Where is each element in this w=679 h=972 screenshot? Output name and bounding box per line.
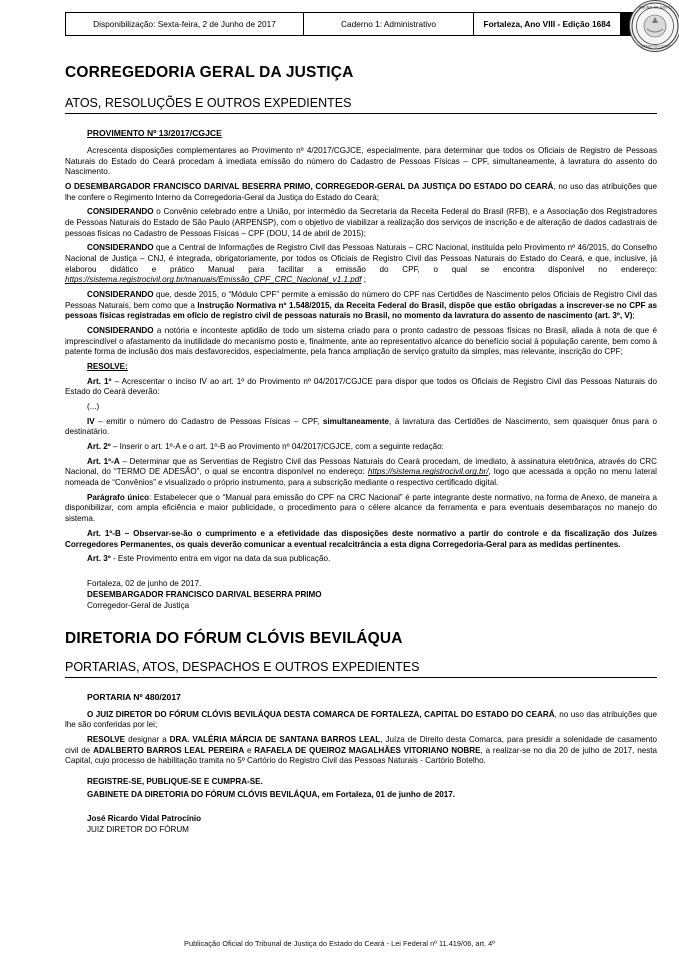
art2-head: Art. 2º <box>87 442 111 452</box>
document-page <box>0 5 679 972</box>
art1a-text-b: , logo que acessada a opção no menu lateral nomeada de “Convênios” e visualizado o próprio instrumento, para a subscrição mediante o respectivo certificado digital. <box>65 467 657 488</box>
portaria-bride-name: RAFAELA DE QUEIROZ MAGALHÃES VITORIANO NOBRE <box>254 745 481 755</box>
official-seal-icon <box>629 0 679 52</box>
provimento-paragraph-1: Acrescenta disposições complementares ao Provimento nº 4/2017/CGJCE, especialmente, para determinar que todos os Oficiais de Registro de Pessoas Naturais do Estado do Ceará procedam à imediata emissão do número do Cadastro de Pessoas Físicas – CPF, simultaneamente, à lavratura do assento do Nascimento. <box>65 146 657 177</box>
art1-inciso-iv-label: IV <box>87 416 95 426</box>
page-footer: Publicação Oficial do Tribunal de Justiça do Estado do Ceará - Lei Federal nº 11.419/06, art. 4º <box>184 939 495 948</box>
instrucao-normativa-text: Instrução Normativa nº 1.548/2015, da Receita Federal do Brasil, dispõe que estão obrigadas a inscrever-se no CPF as pessoas físicas registradas em ofício de registro civil de pessoas naturais no Brasil, no momento da lavratura do assento de nascimento (art. 3º, V) <box>65 300 658 321</box>
portaria-p2-c: , Juíza de Direito desta Comarca, para presidir a solenidade de casamento civil de <box>65 734 658 755</box>
page-header <box>65 5 674 49</box>
portaria-designated-judge: DRA. VALÉRIA MÁRCIA DE SANTANA BARROS LEAL <box>169 734 381 744</box>
portaria-p2-d: e <box>244 745 255 755</box>
considerando-label-1: CONSIDERANDO <box>87 207 154 217</box>
portaria-resolve-label: RESOLVE <box>87 734 126 744</box>
art1a-text-a: – Determinar que as Serventias de Registro Civil das Pessoas Naturais do Ceará procedam, de imediato, à assinatura eletrônica, através do CRC Nacional, do “TERMO DE ADESÃO”, o qual se encontra disponível no endereço: <box>65 456 657 477</box>
art2-text: – Inserir o art. 1º-A e o art. 1º-B ao Provimento nº 04/2017/CGJCE, com a seguinte redação: <box>110 442 444 452</box>
considerando-label-4: CONSIDERANDO <box>87 326 154 336</box>
portaria-p2-e: , a realizar-se no dia 20 de julho de 2017, nesta Capital, cujo processo de habilitação tramita no 5º Cartório do Registro Civil das Pessoas Naturais - Cartório Botelho. <box>65 745 657 766</box>
diretoria-subtitle: PORTARIAS, ATOS, DESPACHOS E OUTROS EXPEDIENTES <box>65 660 657 678</box>
considerando-text-3a: que, desde 2015, o “Módulo CPF” permite a emissão do número do CPF nas Certidões de Nascimento pelos Oficiais de Registro Civil das Pessoas Naturais, bem como que a <box>65 290 657 310</box>
art1-inciso-iv-text-b: , à lavratura das Certidões de Nascimento, sem quaisquer ônus para o destinatário. <box>65 416 657 437</box>
provimento-desembargador-name: O DESEMBARGADOR FRANCISCO DARIVAL BESERRA PRIMO, CORREGEDOR-GERAL DA JUSTIÇA DO ESTADO DO CEARÁ <box>65 182 554 192</box>
portaria-title: PORTARIA Nº 480/2017 <box>87 691 181 702</box>
header-availability: Disponibilização: Sexta-feira, 2 de Junho de 2017 <box>66 13 304 35</box>
art1b-text: – Observar-se-ão o cumprimento e a efetividade das disposições deste normativo a partir do controle e da fiscalização dos Juízes Corregedores Permanentes, os quais deverão comunicar a eventual recalcitrância a esta digna Corregedoria-Geral para as medidas pertinentes. <box>65 528 657 549</box>
considerando-label-2: CONSIDERANDO <box>87 243 154 253</box>
portaria-groom-name: ADALBERTO BARROS LEAL PEREIRA <box>93 745 245 755</box>
diretoria-signature-block <box>87 814 657 836</box>
art1a-head: Art. 1º-A <box>87 456 120 466</box>
diretoria-sign-name: José Ricardo Vidal Patrocínio <box>87 814 202 824</box>
art1-inciso-iv-emphasis: simultaneamente <box>322 416 390 426</box>
considerando-text-3b: ; <box>632 311 635 321</box>
considerando-label-3: CONSIDERANDO <box>87 290 154 300</box>
art3-text: - Este Provimento entra em vigor na data da sua publicação. <box>110 554 331 564</box>
corregedoria-signature-block <box>87 579 657 612</box>
provimento-title: PROVIMENTO Nº 13/2017/CGJCE <box>87 128 222 138</box>
considerando-text-2-tail: ; <box>361 275 366 285</box>
header-caderno: Caderno 1: Administrativo <box>304 13 474 35</box>
art1-text: – Acrescentar o inciso IV ao art. 1º do Provimento nº 04/2017/CGJCE para dispor que todos os Oficiais de Registro Civil das Pessoas Naturais do Estado do Ceará deverão: <box>65 376 657 397</box>
provimento-paragraph-2-rest: , no uso das atribuições que lhe confere o Regimento Interno da Corregedoria-Geral da Justiça do Estado do Ceará; <box>65 182 657 202</box>
resolve-label: RESOLVE: <box>87 362 128 372</box>
art1-ellipsis: (...) <box>87 402 100 412</box>
diretoria-title: DIRETORIA DO FÓRUM CLÓVIS BEVILÁQUA <box>65 629 403 647</box>
corregedoria-sign-name: DESEMBARGADOR FRANCISCO DARIVAL BESERRA PRIMO <box>87 589 322 599</box>
svg-text:TRIBUNAL DE JUSTIÇA: TRIBUNAL DE JUSTIÇA <box>636 5 674 10</box>
portaria-p2-b: designar a <box>125 734 170 744</box>
considerando-text-2: que a Central de Informações de Registro Civil das Pessoas Naturais – CRC Nacional, instituída pelo Provimento nº 46/2015, do Conselho Nacional de Justiça – CNJ, é integrada, obrigatoriamente, por todos os Oficiais de Registro Civil das Pessoas Naturais do Estado do Ceará, e que, inclusive, já elaborou didático e prático Manual para facilitar a emissão do CPF, o qual se encontra disponível no endereço: <box>65 243 657 274</box>
corregedoria-subtitle: ATOS, RESOLUÇÕES E OUTROS EXPEDIENTES <box>65 96 657 114</box>
art1-head: Art. 1º <box>87 376 112 386</box>
header-edition: Fortaleza, Ano VIII - Edição 1684 <box>483 19 611 29</box>
art3-head: Art. 3º <box>87 554 111 564</box>
considerando-text-1: o Convênio celebrado entre a União, por intermédio da Secretaria da Receita Federal do Brasil (RFB), e a Associação dos Registradores de Pessoas Naturais do Estado de São Paulo (ARPENSP), com o objetivo de viabilizar a realização dos serviços de inscrição e de alteração de dados cadastrais de pessoas físicas no Cadastro de Pessoas Físicas – CPF (DOU, 14 de abril de 2015); <box>65 207 657 238</box>
diretoria-sign-role: JUIZ DIRETOR DO FÓRUM <box>87 825 189 835</box>
document-content <box>65 38 657 836</box>
registrocivil-link[interactable]: https://sistema.registrocivil.org.br/ <box>367 467 489 477</box>
art1-inciso-iv-text-a: – emitir o número do Cadastro de Pessoas Físicas – CPF, <box>94 416 323 426</box>
portaria-registre-se: REGISTRE-SE, PUBLIQUE-SE E CUMPRA-SE. <box>87 776 263 786</box>
svg-text:ESTADO DO CEARÁ: ESTADO DO CEARÁ <box>639 44 671 49</box>
considerando-text-4: a notória e inconteste aptidão de todo um sistema criado para o pronto cadastro de pessoas físicas no Brasil, aliada à nota de que é imprescindível o afastamento da inutilidade do mecanismo posto e, finalmente, ante ao representativo alcance do benefício social à população carente, bem como à patente forma de inclusão dos mais desfavorecidos, especialmente, pela franca ampliação de serviço gratuito da simples, mas relevante, inscrição do CPF; <box>65 326 657 357</box>
art1b-head: Art. 1º-B <box>87 528 121 538</box>
corregedoria-title: CORREGEDORIA GERAL DA JUSTIÇA <box>65 64 354 81</box>
paragrafo-unico-text: : Estabelecer que o “Manual para emissão do CPF na CRC Nacional” é parte integrante deste normativo, na forma de Anexo, de maneira a disponibilizar, com ampla eficiência e maior publicidade, o procedimento para o célere alcance da ferramenta e para eventuais desembaraços no manejo do sistema. <box>65 492 657 524</box>
portaria-juiz-title: O JUIZ DIRETOR DO FÓRUM CLÓVIS BEVILÁQUA DESTA COMARCA DE FORTALEZA, CAPITAL DO ESTADO DO CEARÁ <box>87 709 555 719</box>
corregedoria-sign-role: Corregedor-Geral de Justiça <box>87 600 190 610</box>
portaria-gabinete: GABINETE DA DIRETORIA DO FÓRUM CLÓVIS BEVILÁQUA, em Fortaleza, 01 de junho de 2017. <box>87 789 456 799</box>
portaria-paragraph-1-rest: , no uso das atribuições que lhe são conferidas por lei; <box>65 709 657 730</box>
paragrafo-unico-head: Parágrafo único <box>87 492 150 502</box>
manual-cpf-link[interactable]: https://sistema.registrocivil.org.br/manuais/Emissão_CPF_CRC_Nacional_v1.1.pdf <box>65 275 362 285</box>
header-bar <box>65 12 657 36</box>
corregedoria-sign-place: Fortaleza, 02 de junho de 2017. <box>87 578 202 588</box>
